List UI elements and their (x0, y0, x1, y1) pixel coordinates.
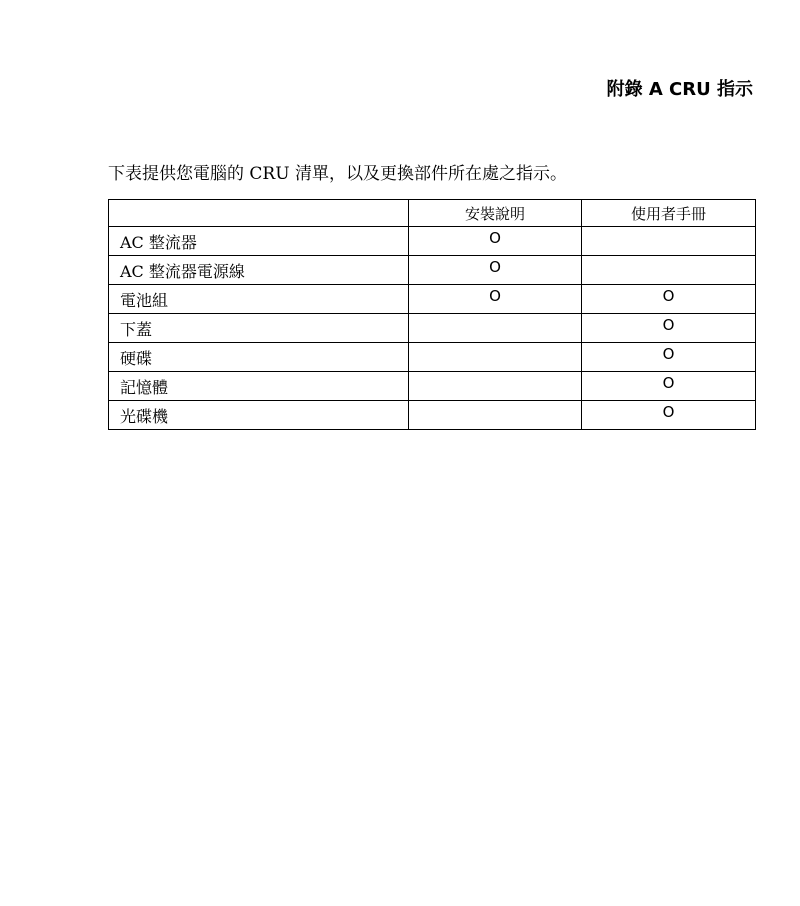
table-row (109, 343, 756, 372)
table-row (109, 227, 756, 256)
user-guide-cell: O (582, 401, 756, 430)
user-guide-cell (582, 256, 756, 285)
column-header-install-guide: 安裝說明 (409, 200, 582, 227)
install-guide-cell (409, 401, 582, 430)
intro-paragraph: 下表提供您電腦的 CRU 清單，以及更換部件所在處之指示。 (108, 164, 567, 184)
column-header-part (109, 200, 409, 227)
table-row (109, 372, 756, 401)
table-header-row (109, 200, 756, 227)
table-row (109, 401, 756, 430)
install-guide-cell: O (409, 256, 582, 285)
user-guide-cell (582, 227, 756, 256)
table-row (109, 256, 756, 285)
user-guide-cell: O (582, 285, 756, 314)
install-guide-cell (409, 372, 582, 401)
table-row (109, 314, 756, 343)
part-name-cell: AC 整流器電源線 (109, 256, 409, 285)
user-guide-cell: O (582, 314, 756, 343)
install-guide-cell (409, 343, 582, 372)
part-name-cell: 下蓋 (109, 314, 409, 343)
part-name-cell: 電池組 (109, 285, 409, 314)
column-header-user-guide: 使用者手冊 (582, 200, 756, 227)
part-name-cell: 硬碟 (109, 343, 409, 372)
install-guide-cell (409, 314, 582, 343)
cru-table (108, 199, 756, 430)
table-row (109, 285, 756, 314)
user-guide-cell: O (582, 343, 756, 372)
install-guide-cell: O (409, 285, 582, 314)
part-name-cell: AC 整流器 (109, 227, 409, 256)
part-name-cell: 記憶體 (109, 372, 409, 401)
part-name-cell: 光碟機 (109, 401, 409, 430)
user-guide-cell: O (582, 372, 756, 401)
page-header-title: 附錄 A CRU 指示 (606, 79, 753, 100)
install-guide-cell: O (409, 227, 582, 256)
